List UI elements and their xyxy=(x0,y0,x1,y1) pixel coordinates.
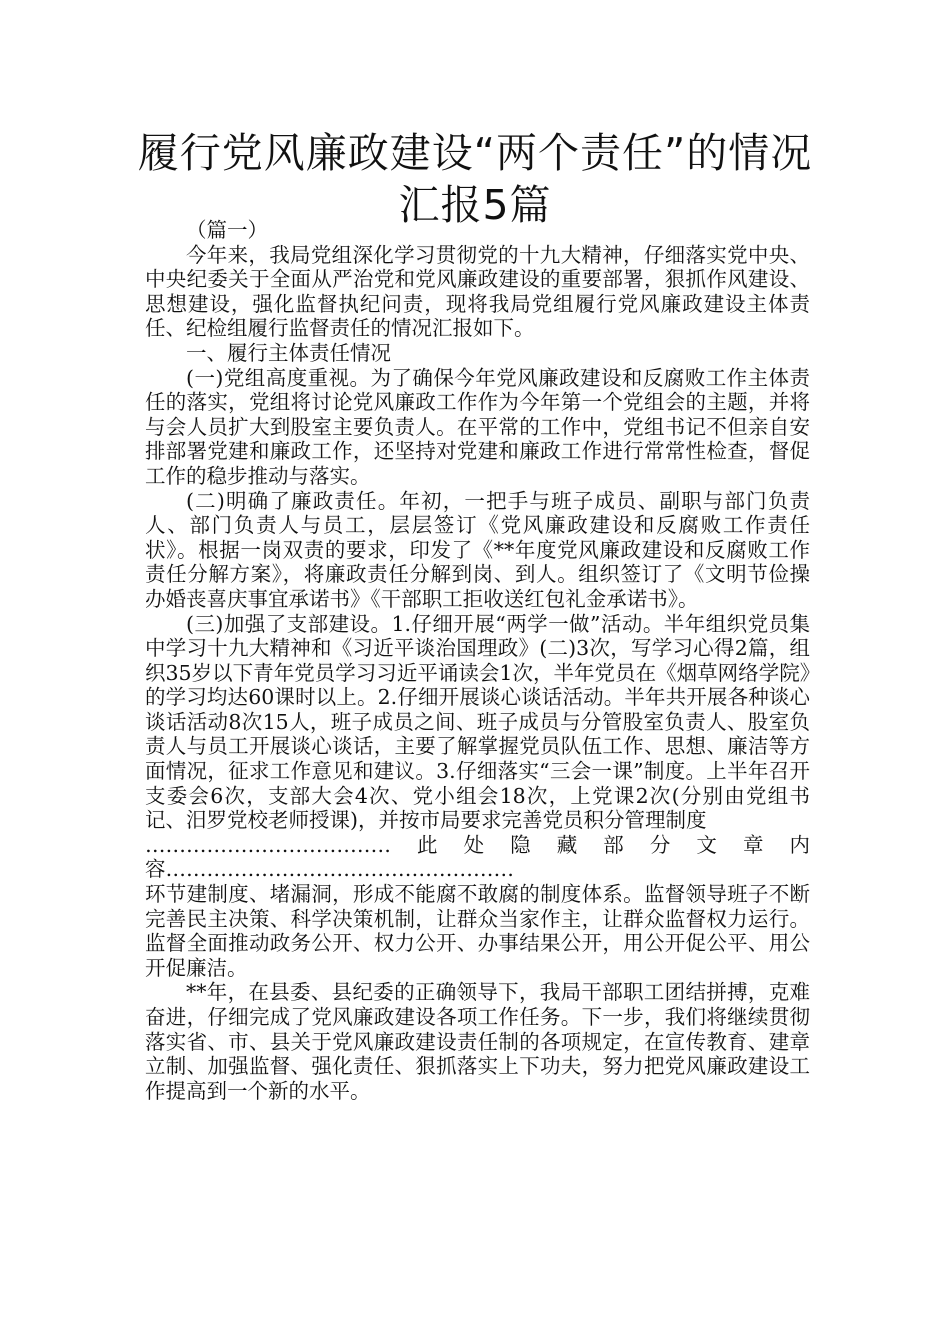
body-paragraph: (二)明确了廉政责任。年初，一把手与班子成员、副职与部门负责人、部门负责人与员工，层层签订《党风廉政建设和反腐败工作责任状》。根据一岗双责的要求，印发了《**年度党风廉政建设和反腐败工作责任分解方案》，将廉政责任分解到岗、到人。组织签订了《文明节俭操办婚丧喜庆事宜承诺书》《干部职工拒收送红包礼金承诺书》。 xyxy=(145,488,810,611)
document-body xyxy=(145,218,810,1103)
intro-paragraph: 今年来，我局党组深化学习贯彻党的十九大精神，仔细落实党中央、中央纪委关于全面从严治党和党风廉政建设的重要部署，狠抓作风建设、思想建设，强化监督执纪问责，现将我局党组履行党风廉政建设主体责任、纪检组履行监督责任的情况汇报如下。 xyxy=(145,242,810,341)
section-label: （篇一） xyxy=(186,218,268,242)
section-heading: 一、履行主体责任情况 xyxy=(186,340,391,365)
body-paragraph: (一)党组高度重视。为了确保今年党风廉政建设和反腐败工作主体责任的落实，党组将讨论党风廉政工作作为今年第一个党组会的主题，并将与会人员扩大到股室主要负责人。在平常的工作中，党组书记不但亲自安排部署党建和廉政工作，还坚持对党建和廉政工作进行常常性检查，督促工作的稳步推动与落实。 xyxy=(145,365,810,488)
closing-paragraph: **年，在县委、县纪委的正确领导下，我局干部职工团结拼搏，克难奋进，仔细完成了党风廉政建设各项工作任务。下一步，我们将继续贯彻落实省、市、县关于党风廉政建设责任制的各项规定，在宣传教育、建章立制、加强监督、强化责任、狠抓落实上下功夫，努力把党风廉政建设工作提高到一个新的水平。 xyxy=(145,980,810,1103)
document-title-line-2: 汇报5篇 xyxy=(398,181,552,229)
document-title-line-1: 履行党风廉政建设“两个责任”的情况 xyxy=(137,129,813,177)
body-paragraph: 环节建制度、堵漏洞，形成不能腐不敢腐的制度体系。监督领导班子不断完善民主决策、科学决策机制，让群众当家作主，让群众监督权力运行。监督全面推动政务公开、权力公开、办事结果公开，用公开促公平、用公开促廉洁。 xyxy=(145,882,810,980)
hidden-content-notice: ………………………………此处隐藏部分文章内容…………………………………………… xyxy=(145,832,810,882)
body-paragraph: (三)加强了支部建设。1.仔细开展“两学一做”活动。半年组织党员集中学习十九大精神和《习近平谈治国理政》(二)3次，写学习心得2篇，组织35岁以下青年党员学习习近平诵读会1次，半年党员在《烟草网络学院》的学习均达60课时以上。2.仔细开展谈心谈话活动。半年共开展各种谈心谈话活动8次15人，班子成员之间、班子成员与分管股室负责人、股室负责人与员工开展谈心谈话，主要了解掌握党员队伍工作、思想、廉洁等方面情况，征求工作意见和建议。3.仔细落实“三会一课”制度。上半年召开支委会6次，支部大会4次、党小组会18次，上党课2次(分别由党组书记、汨罗党校老师授课)，并按市局要求完善党员积分管理制度 xyxy=(145,611,810,833)
